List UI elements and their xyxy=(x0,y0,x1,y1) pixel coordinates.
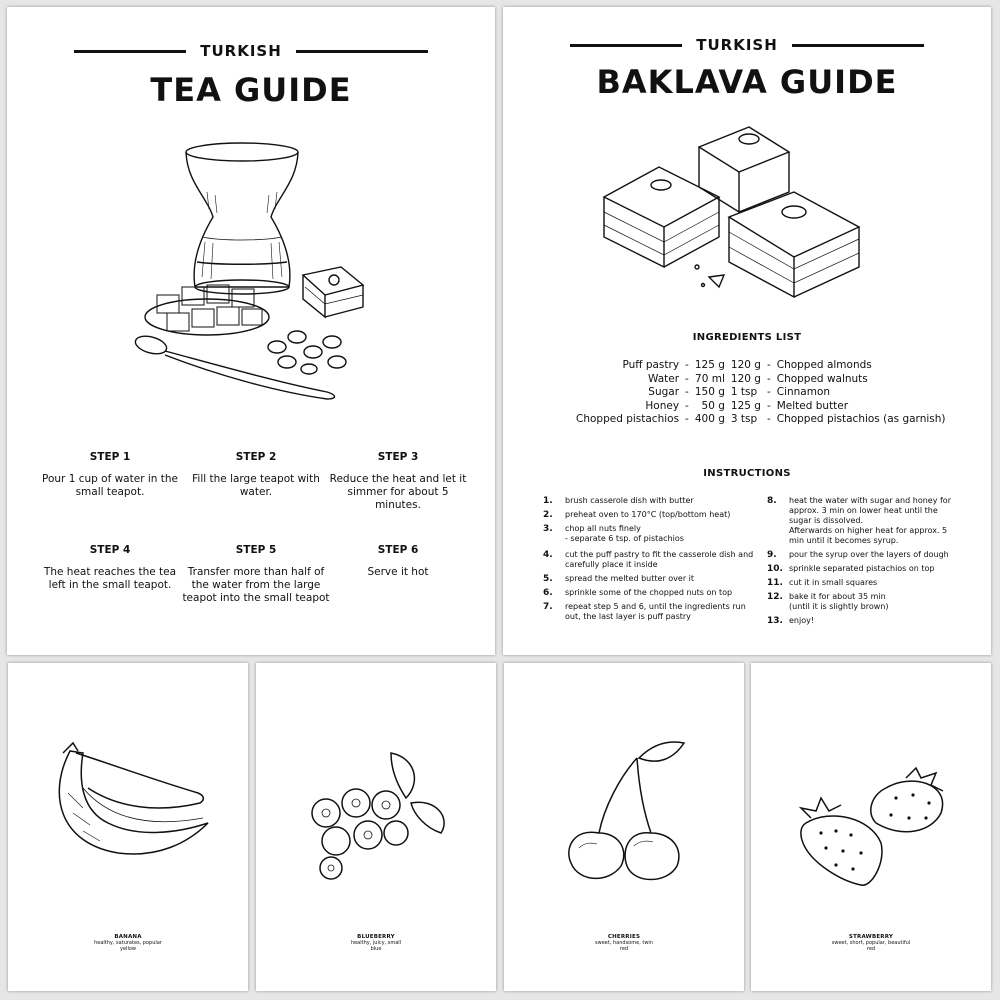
tea-title: TEA GUIDE xyxy=(150,71,352,109)
instruction-text: cut it in small squares xyxy=(789,578,878,587)
tea-step-2 xyxy=(181,451,331,499)
fruit-caption xyxy=(751,934,991,952)
ingredient-separator: - xyxy=(685,399,689,412)
ingredients-table xyxy=(573,359,948,427)
baklava-guide-poster xyxy=(503,7,991,655)
ingredient-separator: - xyxy=(766,413,771,426)
instruction-step xyxy=(767,616,962,626)
ingredient-name: Chopped pistachios (as garnish) xyxy=(776,413,946,426)
instruction-text: sprinkle some of the chopped nuts on top xyxy=(565,588,733,597)
step-text: Pour 1 cup of water in the small teapot. xyxy=(42,473,178,498)
instruction-number: 8. xyxy=(767,496,777,506)
ingredient-name: Honey xyxy=(645,399,680,412)
blueberry-icon xyxy=(296,743,456,883)
ingredient-quantity: 70 ml xyxy=(695,372,725,385)
baklava-subtitle-row xyxy=(503,36,991,54)
fruit-color: red xyxy=(866,946,876,952)
ingredient-quantity: 1 tsp xyxy=(730,386,758,399)
ingredient-name: Cinnamon xyxy=(776,386,831,399)
instruction-number: 11. xyxy=(767,578,783,588)
ingredient-name: Puff pastry xyxy=(622,359,680,371)
step-text: Fill the large teapot with water. xyxy=(192,473,320,498)
instruction-number: 1. xyxy=(543,496,553,506)
fruit-description: healthy, juicy, small xyxy=(350,940,402,946)
ingredient-name: Sugar xyxy=(648,386,680,399)
instruction-number: 12. xyxy=(767,592,783,602)
ingredient-separator: - xyxy=(766,399,771,412)
ingredient-separator: - xyxy=(685,413,689,426)
step-text: Transfer more than half of the water from the large teapot into the small teapot xyxy=(182,566,330,604)
fruit-description: sweet, short, popular, beautiful xyxy=(831,940,911,946)
fruit-color: red xyxy=(619,946,629,952)
cherries-icon xyxy=(559,738,699,888)
ingredient-row xyxy=(573,359,948,373)
banana-poster xyxy=(8,663,248,991)
fruit-name: STRAWBERRY xyxy=(848,934,894,940)
baklava-sketch-icon xyxy=(599,117,889,307)
ingredient-separator: - xyxy=(766,372,771,385)
instruction-step xyxy=(767,578,962,588)
tea-subtitle-row xyxy=(7,42,495,60)
tea-step-5 xyxy=(181,544,331,605)
tea-step-4 xyxy=(35,544,185,592)
divider-line xyxy=(74,50,186,53)
step-label: STEP 2 xyxy=(235,451,277,463)
instruction-number: 13. xyxy=(767,616,783,626)
step-text: Reduce the heat and let it simmer for about 5 minutes. xyxy=(329,473,467,511)
baklava-title: BAKLAVA GUIDE xyxy=(596,63,898,101)
tea-subtitle: TURKISH xyxy=(200,42,282,60)
ingredient-name: Melted butter xyxy=(776,399,849,412)
ingredient-name: Chopped pistachios xyxy=(576,413,680,426)
step-text: The heat reaches the tea left in the small teapot. xyxy=(43,566,177,591)
instruction-step xyxy=(767,564,962,574)
tea-guide-poster xyxy=(7,7,495,655)
instruction-step xyxy=(767,592,962,612)
fruit-description: healthy, saturates, popular xyxy=(94,940,162,946)
instruction-number: 5. xyxy=(543,574,553,584)
ingredient-name: Water xyxy=(648,372,680,385)
fruit-name: BLUEBERRY xyxy=(357,934,395,940)
instruction-text: preheat oven to 170°C (top/bottom heat) xyxy=(565,510,731,519)
step-label: STEP 6 xyxy=(377,544,419,556)
instruction-text: pour the syrup over the layers of dough xyxy=(789,550,949,559)
ingredient-separator: - xyxy=(685,359,689,371)
instruction-text: bake it for about 35 min (until it is slightly brown) xyxy=(789,592,889,611)
step-text: Serve it hot xyxy=(367,566,429,578)
ingredient-quantity: 120 g xyxy=(730,372,761,385)
instruction-number: 6. xyxy=(543,588,553,598)
tea-step-6 xyxy=(323,544,473,579)
ingredient-row xyxy=(573,413,948,427)
fruit-name: CHERRIES xyxy=(607,934,641,940)
divider-line xyxy=(570,44,682,47)
instruction-text: brush casserole dish with butter xyxy=(565,496,694,505)
instruction-text: heat the water with sugar and honey for approx. 3 min on lower heat until the sugar is dissolved. Afterwards on higher heat for approx. 5 min until it becomes syrup. xyxy=(789,496,951,545)
instruction-step xyxy=(543,524,763,544)
ingredient-separator: - xyxy=(766,359,771,371)
fruit-color: yellow xyxy=(120,946,136,952)
strawberry-poster xyxy=(751,663,991,991)
ingredient-separator: - xyxy=(766,386,771,399)
instruction-step xyxy=(543,574,763,584)
blueberry-poster xyxy=(256,663,496,991)
ingredient-separator: - xyxy=(685,372,689,385)
strawberry-icon xyxy=(791,763,961,893)
instruction-step xyxy=(543,510,763,520)
instruction-step xyxy=(543,588,763,598)
instruction-step xyxy=(543,550,763,570)
ingredient-quantity: 3 tsp xyxy=(730,413,758,426)
instruction-text: enjoy! xyxy=(789,616,815,625)
step-label: STEP 4 xyxy=(89,544,131,556)
instruction-text: cut the puff pastry to fit the casserole dish and carefully place it inside xyxy=(565,550,754,569)
step-label: STEP 5 xyxy=(235,544,277,556)
fruit-name: BANANA xyxy=(114,934,142,940)
ingredient-separator: - xyxy=(685,386,689,399)
ingredient-name: Chopped almonds xyxy=(776,359,872,371)
ingredient-row xyxy=(573,386,948,400)
instruction-step xyxy=(543,602,763,622)
divider-line xyxy=(792,44,924,47)
divider-line xyxy=(296,50,428,53)
ingredient-name: Chopped walnuts xyxy=(776,372,868,385)
fruit-caption xyxy=(504,934,744,952)
instruction-text: sprinkle separated pistachios on top xyxy=(789,564,935,573)
fruit-caption xyxy=(256,934,496,952)
instruction-number: 3. xyxy=(543,524,553,534)
ingredients-heading: INGREDIENTS LIST xyxy=(692,332,802,343)
instruction-text: chop all nuts finely - separate 6 tsp. of pistachios xyxy=(565,524,684,543)
instruction-number: 7. xyxy=(543,602,553,612)
instructions-heading: INSTRUCTIONS xyxy=(703,468,791,479)
instruction-step xyxy=(767,550,962,560)
instruction-step xyxy=(543,496,763,506)
fruit-color: blue xyxy=(370,946,382,952)
step-label: STEP 1 xyxy=(89,451,131,463)
instruction-text: repeat step 5 and 6, until the ingredients run out, the last layer is puff pastry xyxy=(565,602,746,621)
ingredient-quantity: 120 g xyxy=(730,359,761,371)
fruit-description: sweet, handsome, twin xyxy=(595,940,653,946)
ingredient-quantity: 125 g xyxy=(694,359,725,371)
instructions-left-column xyxy=(543,492,763,622)
ingredient-quantity: 400 g xyxy=(694,413,725,426)
step-label: STEP 3 xyxy=(377,451,419,463)
ingredient-quantity: 125 g xyxy=(730,399,761,412)
tea-step-1 xyxy=(35,451,185,499)
instructions-right-column xyxy=(767,492,962,626)
banana-icon xyxy=(28,733,228,863)
tea-glass-sugar-spoon-sketch-icon xyxy=(127,137,367,407)
fruit-caption xyxy=(8,934,248,952)
ingredient-row xyxy=(573,400,948,414)
baklava-subtitle: TURKISH xyxy=(696,36,778,54)
instruction-number: 2. xyxy=(543,510,553,520)
ingredient-quantity: 50 g xyxy=(701,399,725,412)
instruction-number: 10. xyxy=(767,564,783,574)
ingredient-quantity: 150 g xyxy=(694,386,725,399)
cherries-poster xyxy=(504,663,744,991)
instruction-number: 4. xyxy=(543,550,553,560)
instruction-text: spread the melted butter over it xyxy=(565,574,695,583)
instruction-number: 9. xyxy=(767,550,777,560)
ingredient-row xyxy=(573,373,948,387)
tea-step-3 xyxy=(323,451,473,512)
instruction-step xyxy=(767,496,962,546)
